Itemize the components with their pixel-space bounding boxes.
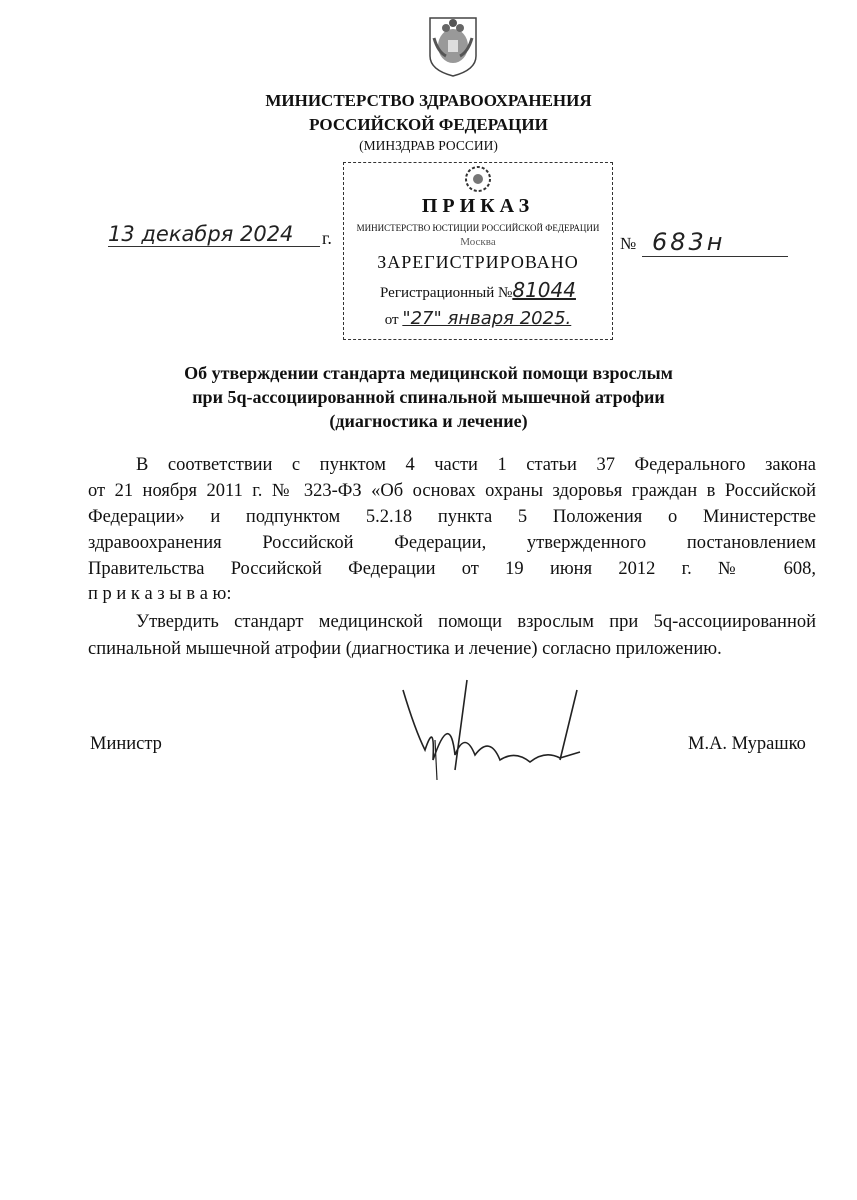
stamp-status: ЗАРЕГИСТРИРОВАНО	[377, 252, 579, 272]
order-date-suffix: г.	[322, 228, 332, 248]
stamp-emblem	[460, 165, 496, 193]
stamp-city: Москва	[460, 236, 496, 248]
registration-stamp	[343, 162, 613, 340]
title-line: (диагностика и лечение)	[329, 411, 528, 431]
order-title	[0, 361, 857, 433]
ministry-name-line2: РОССИЙСКОЙ ФЕДЕРАЦИИ	[309, 115, 548, 134]
coat-of-arms-emblem	[424, 12, 482, 83]
body-line: от 21 ноября 2011 г. № 323-ФЗ «Об основах охраны здоровья граждан в Российской	[88, 481, 816, 501]
signatory-name: М.А. Мурашко	[688, 734, 806, 754]
handwritten-signature	[395, 668, 595, 790]
ministry-name-line1: МИНИСТЕРСТВО ЗДРАВООХРАНЕНИЯ	[265, 91, 592, 110]
order-number	[642, 228, 788, 257]
body-line: Правительства Российской Федерации от 19 июня 2012 г. № 608,	[88, 559, 816, 579]
doc-type: ПРИКАЗ	[421, 195, 535, 217]
order-number-prefix: №	[620, 234, 637, 253]
order-number-value: 683н	[652, 228, 726, 256]
body-line: В соответствии с пунктом 4 части 1 статьи 37 Федерального закона	[136, 455, 816, 475]
stamp-date-value: "27" января 2025.	[402, 308, 572, 329]
body-line: п р и к а з ы в а ю:	[88, 584, 232, 604]
stamp-reg-number: 81044	[512, 278, 576, 302]
body-line: здравоохранения Российской Федерации, утвержденного постановлением	[88, 533, 816, 553]
body-line: спинальной мышечной атрофии (диагностика и лечение) согласно приложению.	[88, 639, 722, 659]
order-date	[108, 222, 320, 247]
order-date-value: 13 декабря 2024	[108, 222, 294, 246]
ministry-short-name: (МИНЗДРАВ РОССИИ)	[359, 138, 498, 153]
body-line: Утвердить стандарт медицинской помощи взрослым при 5q-ассоциированной	[136, 612, 816, 632]
stamp-org: МИНИСТЕРСТВО ЮСТИЦИИ РОССИЙСКОЙ ФЕДЕРАЦИИ	[356, 223, 600, 233]
stamp-date-prefix: от	[384, 312, 399, 328]
title-line: Об утверждении стандарта медицинской помощи взрослым	[184, 363, 673, 383]
signatory-position: Министр	[90, 734, 162, 754]
title-line: при 5q-ассоциированной спинальной мышечной атрофии	[192, 387, 665, 407]
stamp-reg-label: Регистрационный №	[380, 285, 513, 301]
body-line: Федерации» и подпунктом 5.2.18 пункта 5 Положения о Министерстве	[88, 507, 816, 527]
